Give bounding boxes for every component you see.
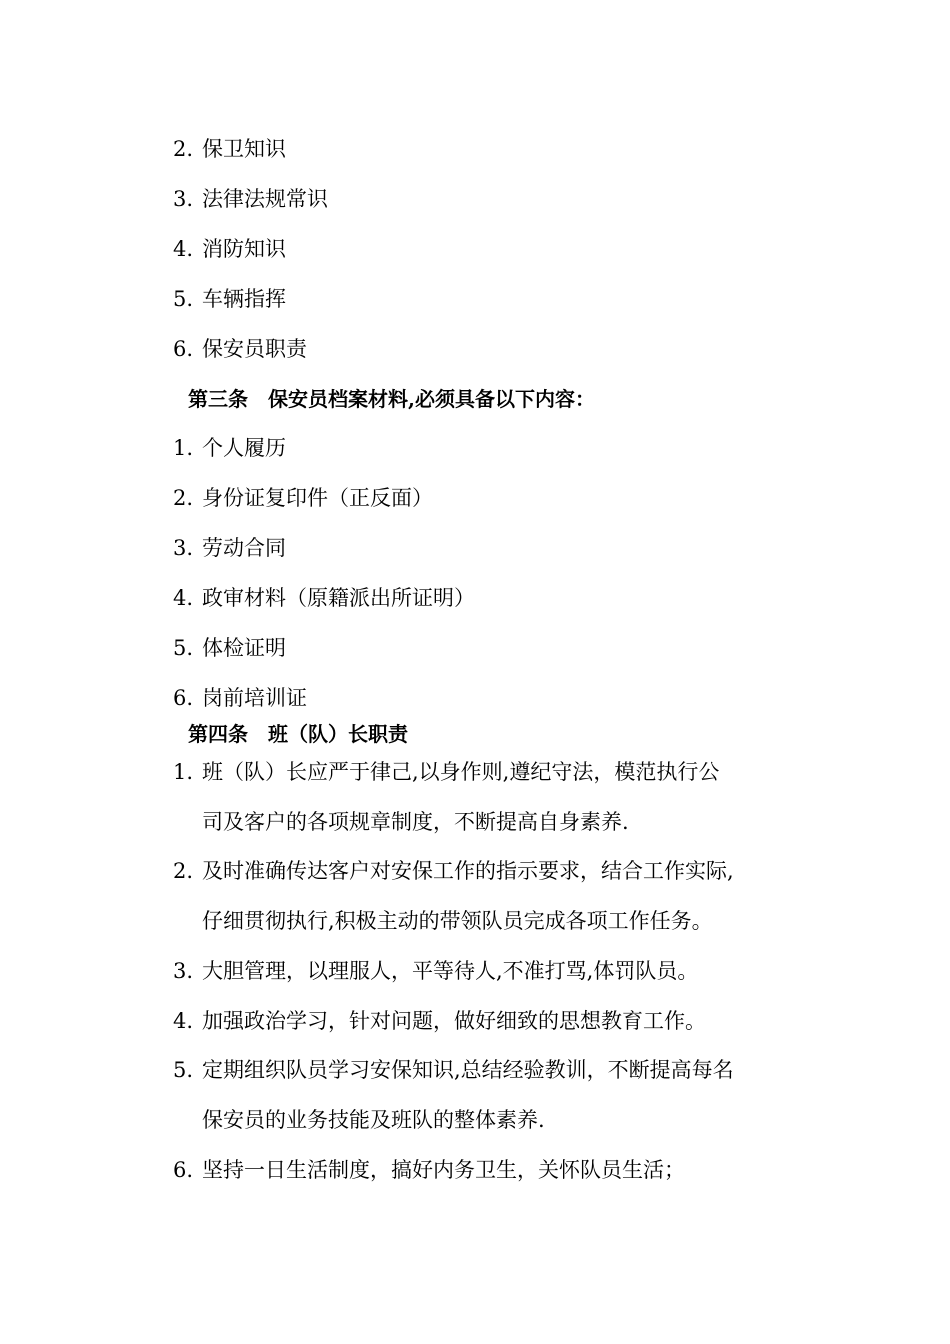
item-text: 消防知识 [202,237,286,261]
item-text: 保安员职责 [202,337,307,361]
item-text: 身份证复印件（正反面） [202,486,433,510]
list-item [173,187,328,211]
list-item [173,237,286,261]
item-number: 2. [173,859,194,883]
item-number: 4. [173,1009,194,1033]
item-text: 法律法规常识 [202,187,328,211]
article-label: 第三条 [188,387,248,411]
article-label: 第四条 [188,722,248,746]
list-item [173,287,286,311]
list-item [173,636,286,660]
item-number: 2. [173,137,194,161]
item-text: 劳动合同 [202,536,286,560]
item-number: 3. [173,959,194,983]
list-item [173,337,307,361]
item-text: 班（队）长应严于律己,以身作则,遵纪守法，模范执行公 [202,760,720,784]
list-item [173,536,286,560]
article-title: 保安员档案材料,必须具备以下内容： [268,387,595,411]
list-item-continuation [202,810,629,834]
item-number: 4. [173,586,194,610]
item-text: 及时准确传达客户对安保工作的指示要求，结合工作实际, [202,859,734,883]
item-text: 车辆指挥 [202,287,286,311]
list-item [173,859,734,883]
item-number: 3. [173,536,194,560]
article-4-heading [188,722,408,746]
item-text: 体检证明 [202,636,286,660]
list-item [173,959,698,983]
item-number: 3. [173,187,194,211]
list-item [173,686,307,710]
list-item [173,137,286,161]
item-number: 4. [173,237,194,261]
item-text: 保卫知识 [202,137,286,161]
item-text: 个人履历 [202,436,286,460]
item-text: 坚持一日生活制度，搞好内务卫生，关怀队员生活； [202,1158,685,1182]
list-item [173,1009,706,1033]
article-title: 班（队）长职责 [268,722,408,746]
item-text: 政审材料（原籍派出所证明） [202,586,475,610]
list-item [173,760,719,784]
list-item [173,486,433,510]
article-3-heading [188,387,595,411]
item-number: 6. [173,337,194,361]
item-number: 1. [173,760,194,784]
item-text: 加强政治学习，针对问题，做好细致的思想教育工作。 [202,1009,706,1033]
item-text: 大胆管理，以理服人，平等待人,不准打骂,体罚队员。 [202,959,699,983]
item-number: 5. [173,287,194,311]
item-text: 保安员的业务技能及班队的整体素养. [202,1108,545,1132]
list-item [173,586,475,610]
item-number: 2. [173,486,194,510]
item-text: 定期组织队员学习安保知识,总结经验教训，不断提高每名 [202,1058,734,1082]
list-item [173,436,286,460]
item-number: 5. [173,1058,194,1082]
list-item-continuation [202,1108,545,1132]
item-text: 司及客户的各项规章制度，不断提高自身素养. [202,810,629,834]
list-item [173,1158,685,1182]
list-item-continuation [202,909,713,933]
item-text: 仔细贯彻执行,积极主动的带领队员完成各项工作任务。 [202,909,713,933]
list-item [173,1058,734,1082]
item-number: 5. [173,636,194,660]
item-number: 1. [173,436,194,460]
item-text: 岗前培训证 [202,686,307,710]
item-number: 6. [173,686,194,710]
item-number: 6. [173,1158,194,1182]
